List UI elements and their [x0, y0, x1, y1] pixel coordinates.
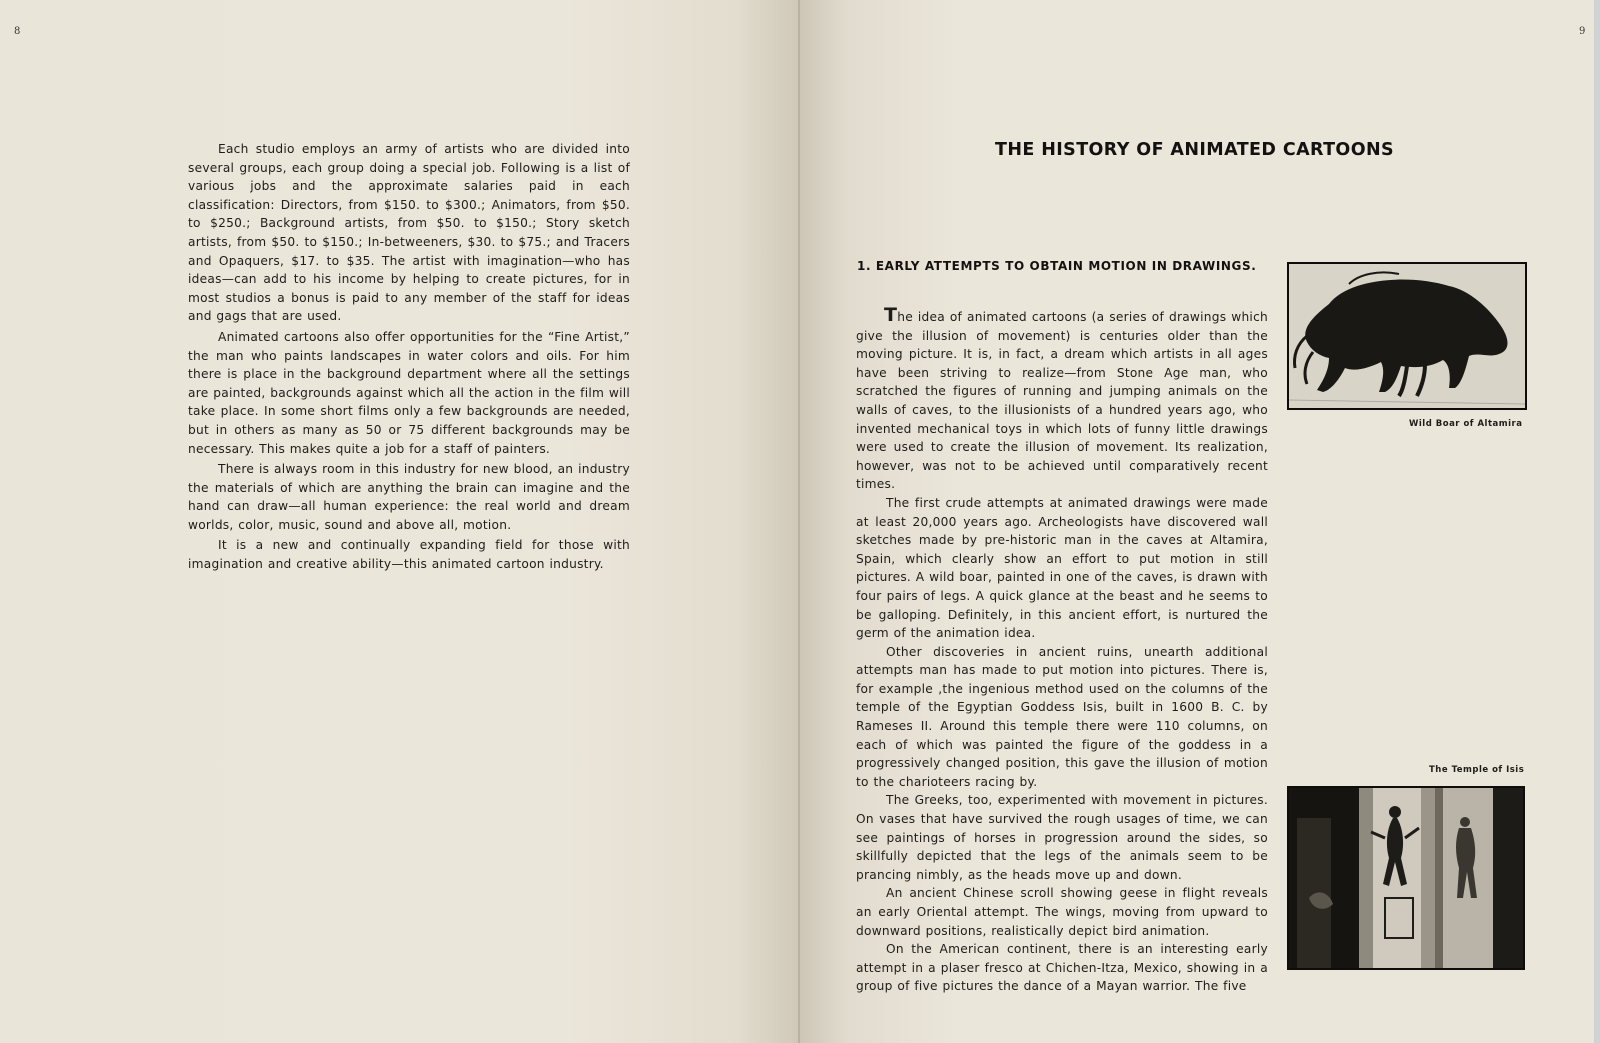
paragraph: An ancient Chinese scroll showing geese in flight reveals an early Oriental attempt. The wings, moving from upward to downward positions, realistically depict bird animation.	[856, 886, 1268, 938]
right-page-body	[856, 304, 1268, 996]
paragraph: The Greeks, too, experimented with movement in pictures. On vases that have survived the rough usages of time, we can see paintings of horses in progression around the sides, so skillfully depicted that the legs of the animals seem to be prancing nimbly, as the heads move up and down.	[856, 793, 1268, 882]
paragraph: On the American continent, there is an interesting early attempt in a plaser fresco at Chichen-Itza, Mexico, showing in a group of five pictures the dance of a Mayan warrior. The five	[856, 942, 1268, 994]
paragraph: There is always room in this industry for new blood, an industry the materials of which are anything the brain can imagine and the hand can draw—all human experience: the real world and dream worlds, color, music, sound and above all, motion.	[188, 462, 630, 532]
paragraph	[856, 304, 1268, 494]
paragraph: The first crude attempts at animated drawings were made at least 20,000 years ago. Archeologists have discovered wall sketches made by pre-historic man in the caves at Altamira, Spain, which clearly show an effort to put motion in still pictures. A wild boar, painted in one of the caves, is drawn with four pairs of legs. A quick glance at the beast and he seems to be galloping. Definitely, in this ancient effort, is nurtured the germ of the animation idea.	[856, 495, 1268, 641]
temple-illustration	[1289, 788, 1523, 968]
boar-caption: Wild Boar of Altamira	[1409, 419, 1523, 429]
drop-cap: T	[884, 304, 898, 326]
paragraph-text: he idea of animated cartoons (a series of drawings which give the illusion of movement) is centuries older than the moving picture. It is, in fact, a dream which artists in all ages have been striving to realize—from Stone Age man, who scratched the figures of running and jumping animals on the walls of caves, to the illusionists of a hundred years ago, who invented mechanical toys in which lots of funny little drawings were used to create the illusion of movement. Its realization, however, was not to be achieved until comparatively recent times.	[856, 310, 1268, 492]
temple-of-isis-photo	[1287, 786, 1525, 970]
page-number-left: 8	[14, 26, 21, 37]
wild-boar-photo	[1287, 262, 1527, 410]
paragraph: Each studio employs an army of artists who are divided into several groups, each group doing a special job. Following is a list of various jobs and the approximate salaries paid in each classification: Directors, from $150. to $300.; Animators, from $50. to $250.; Background artists, from $50. to $150.; Story sketch artists, from $50. to $150.; In-betweeners, $30. to $75.; and Tracers and Opaquers, $17. to $35. The artist with imagination—who has ideas—can add to his income by helping to create pictures, for in most studios a bonus is paid to any member of the staff for ideas and gags that are used.	[188, 142, 630, 324]
right-page	[800, 0, 1600, 1043]
paragraph: Other discoveries in ancient ruins, unearth additional attempts man has made to put motion into pictures. There is, for example ,the ingenious method used on the columns of the temple of the Egyptian Goddess Isis, built in 1600 B. C. by Rameses II. Around this temple there were 110 columns, on each of which was painted the figure of the goddess in a progressively changed position, this gave the illusion of motion to the charioteers racing by.	[856, 644, 1268, 789]
paragraph: Animated cartoons also offer opportunities for the “Fine Artist,” the man who paints landscapes in water colors and oils. For him there is place in the background department where all the settings are painted, backgrounds against which all the action in the film will take place. In some short films only a few backgrounds are needed, but in others as many as 50 or 75 different backgrounds may be necessary. This makes quite a job for a staff of painters.	[188, 329, 630, 456]
boar-illustration	[1289, 264, 1525, 408]
isis-caption: The Temple of Isis	[1429, 765, 1525, 775]
section-heading: 1. EARLY ATTEMPTS TO OBTAIN MOTION IN DRAWINGS.	[857, 259, 1257, 273]
chapter-title: THE HISTORY OF ANIMATED CARTOONS	[995, 140, 1395, 160]
page-number-right: 9	[1579, 26, 1586, 37]
left-page-body	[188, 140, 630, 574]
paragraph: It is a new and continually expanding field for those with imagination and creative ability—this animated cartoon industry.	[188, 538, 630, 572]
page-edge	[1594, 0, 1600, 1043]
